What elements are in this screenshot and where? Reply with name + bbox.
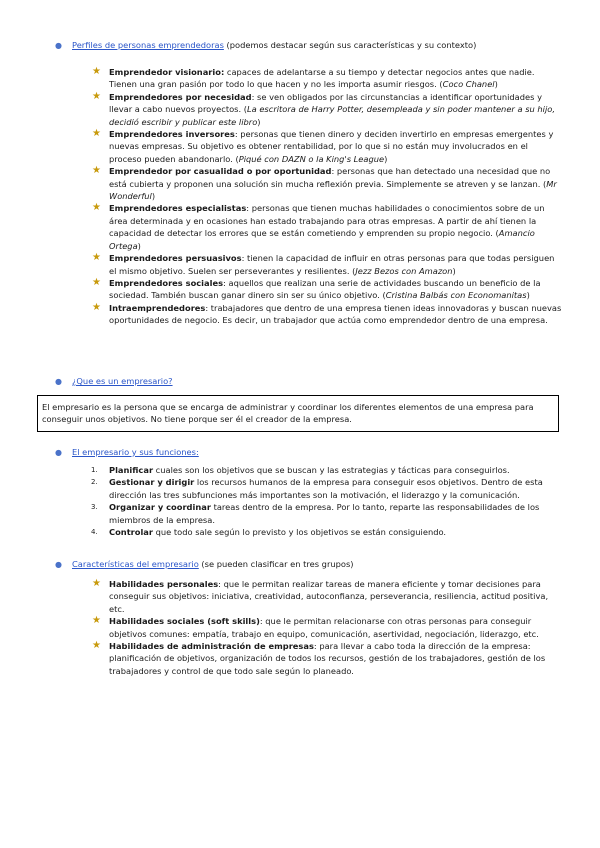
star-icon: ★ [92,578,101,589]
item-end: ) [384,153,388,164]
item-text: que todo sale según lo previsto y los objetivos se están consiguiendo. [153,527,447,538]
star-icon: ★ [92,276,101,288]
item-text: tareas dentro de la empresa. Por lo tanto, reparte las responsabilidades de los miembros de la empresa. [109,502,540,525]
item-text: cuales son los objetivos que se buscan y las estrategias y tácticas para conseguirlos. [153,465,510,475]
item-text: : personas que tienen dinero y deciden invertirlo en empresas emergentes y nuevas empresas. Su objetivo es obtener rentabilidad, por lo que si no están muy involucrados en el proceso pueden abandonarlo. ( [109,129,554,164]
item-text: : trabajadores que dentro de una empresa tienen ideas innovadoras y buscan nuevas oportunidades de negocio. Es decir, un trabajador que actúa como emprendedor dentro de una empresa. [109,302,562,326]
bullet-icon: ● [55,41,62,50]
item-example: Coco Chanel [442,79,495,90]
list-item [92,165,562,202]
caracteristicas-link[interactable]: Características del empresario [72,559,199,569]
item-end: ) [526,290,530,301]
perfiles-heading [55,39,560,52]
perfiles-suffix: (podemos destacar según sus características y su contexto) [223,40,477,50]
item-number: 4. [91,528,98,537]
list-item [92,640,562,677]
item-term: Gestionar y dirigir [109,477,195,488]
perfiles-link[interactable]: Perfiles de personas emprendedoras [72,40,224,50]
star-icon: ★ [92,615,101,627]
item-number: 1. [91,466,98,474]
item-text: capaces de adelantarse a su tiempo y detectar negocios antes que nadie. Tienen una gran pasión por todo lo que hacen y no les importa asumir riesgos. ( [109,67,535,90]
star-icon: ★ [92,66,101,77]
list-item [92,615,562,640]
bullet-icon: ● [55,560,62,569]
caracteristicas-suffix: (se pueden clasificar en tres grupos) [198,559,354,569]
perfiles-list [92,66,562,327]
item-term: Habilidades de administración de empresas [109,641,314,652]
list-item [92,128,562,165]
item-text: : personas que tienen muchas habilidades o conocimientos sobre de un área determinada y en ocasiones han estado trabajando para otras empresas. A partir de ahí tienen la capacidad de detectar los errores que se están cometiendo y emprenden su propio negocio. ( [109,203,545,239]
caracteristicas-list [92,578,562,677]
star-icon: ★ [92,301,101,313]
item-term: Habilidades personales [109,579,219,589]
item-term: Habilidades sociales (soft skills) [109,616,260,627]
list-item [92,66,562,91]
list-item [92,302,562,327]
definition-text: El empresario es la persona que se encarga de administrar y coordinar los diferentes elementos de una empresa para conseguir unos objetivos. No tiene porque ser él el creador de la empresa. [42,402,534,425]
item-number: 3. [91,503,98,512]
item-term: Emprendedor por casualidad o por oportunidad [109,166,332,177]
item-text: : personas que han detectado una necesidad que no está cubierta y proponen una solución sin mucha reflexión previa. Simplemente se atreven y se lanzan. ( [109,166,551,189]
item-text: : que le permitan relacionarse con otras personas para conseguir objetivos comunes: empatía, trabajo en equipo, comunicación, asertividad, negociación, liderazgo, etc. [109,616,539,639]
item-end: ) [494,79,498,90]
item-example: Amancio Ortega [109,228,535,251]
item-example: Jezz Bezos con Amazon [355,265,453,276]
star-icon: ★ [92,202,101,214]
item-term: Emprendedor visionario: [109,67,225,77]
item-text: : se ven obligados por las circunstancias a identificar oportunidades y llevar a cabo nuevos proyectos. ( [109,91,542,115]
definition-box [37,395,559,432]
item-end: ) [452,265,456,276]
caracteristicas-heading [55,558,560,571]
item-term: Emprendedores persuasivos [109,253,242,264]
item-end: ) [151,191,156,202]
bullet-icon: ● [55,377,62,386]
empresario-heading [55,375,560,388]
item-end: ) [137,240,141,251]
item-text: : tienen la capacidad de influir en otras personas para que todas persiguen el mismo objetivo. Suelen ser perseverantes y resilientes. ( [109,253,555,276]
list-item [92,277,562,302]
item-term: Intraemprendedores [109,302,206,313]
item-example: Cristina Balbás con Economanitas [385,290,527,301]
star-icon: ★ [92,252,101,264]
list-item [92,578,562,615]
item-number: 2. [91,478,98,487]
item-term: Organizar y coordinar [109,502,211,513]
funciones-heading [55,446,560,459]
star-icon: ★ [92,165,101,177]
empresario-link[interactable]: ¿Que es un empresario? [72,376,173,386]
item-term: Planificar [109,465,154,475]
list-item [91,501,562,526]
star-icon: ★ [92,640,101,652]
star-icon: ★ [92,90,101,102]
item-term: Emprendedores inversores [109,129,235,140]
item-example: Piqué con DAZN o la King's League [238,153,385,164]
item-text: los recursos humanos de la empresa para conseguir esos objetivos. Dentro de esta dirección las tres subfunciones más importantes son la motivación, el liderazgo y la comunicación. [109,477,543,500]
funciones-link[interactable]: El empresario y sus funciones: [72,447,199,457]
item-text: : para llevar a cabo toda la dirección de la empresa: planificación de objetivos, organización de todos los recursos, gestión de los trabajadores, gestión de los trabajadores y control de que todo sale según lo planeado. [109,641,546,676]
item-example: La escritora de Harry Potter, desempleada y sin poder mantener a su hijo, decidió escribir y publicar este libro [109,104,555,127]
item-term: Controlar [109,527,153,538]
item-term: Emprendedores por necesidad [109,91,252,102]
funciones-list [91,464,562,538]
item-text: : aquellos que realizan una serie de actividades buscando un beneficio de la sociedad. También buscan ganar dinero sin ser su único objetivo. ( [109,277,541,301]
list-item [91,526,562,538]
star-icon: ★ [92,128,101,140]
list-item [91,476,562,501]
item-end: ) [257,116,261,127]
list-item [92,91,562,128]
item-term: Emprendedores especialistas [109,203,247,214]
bullet-icon: ● [55,448,62,457]
list-item [92,252,562,277]
list-item [92,202,562,252]
item-example: Mr Wonderful [109,178,557,202]
item-text: : que le permitan realizar tareas de manera eficiente y tomar decisiones para conseguir sus objetivos: iniciativa, creatividad, autoconfianza, perseverancia, resiliencia, actitud positiva, etc. [109,579,549,614]
list-item [91,464,562,476]
item-term: Emprendedores sociales [109,277,224,288]
